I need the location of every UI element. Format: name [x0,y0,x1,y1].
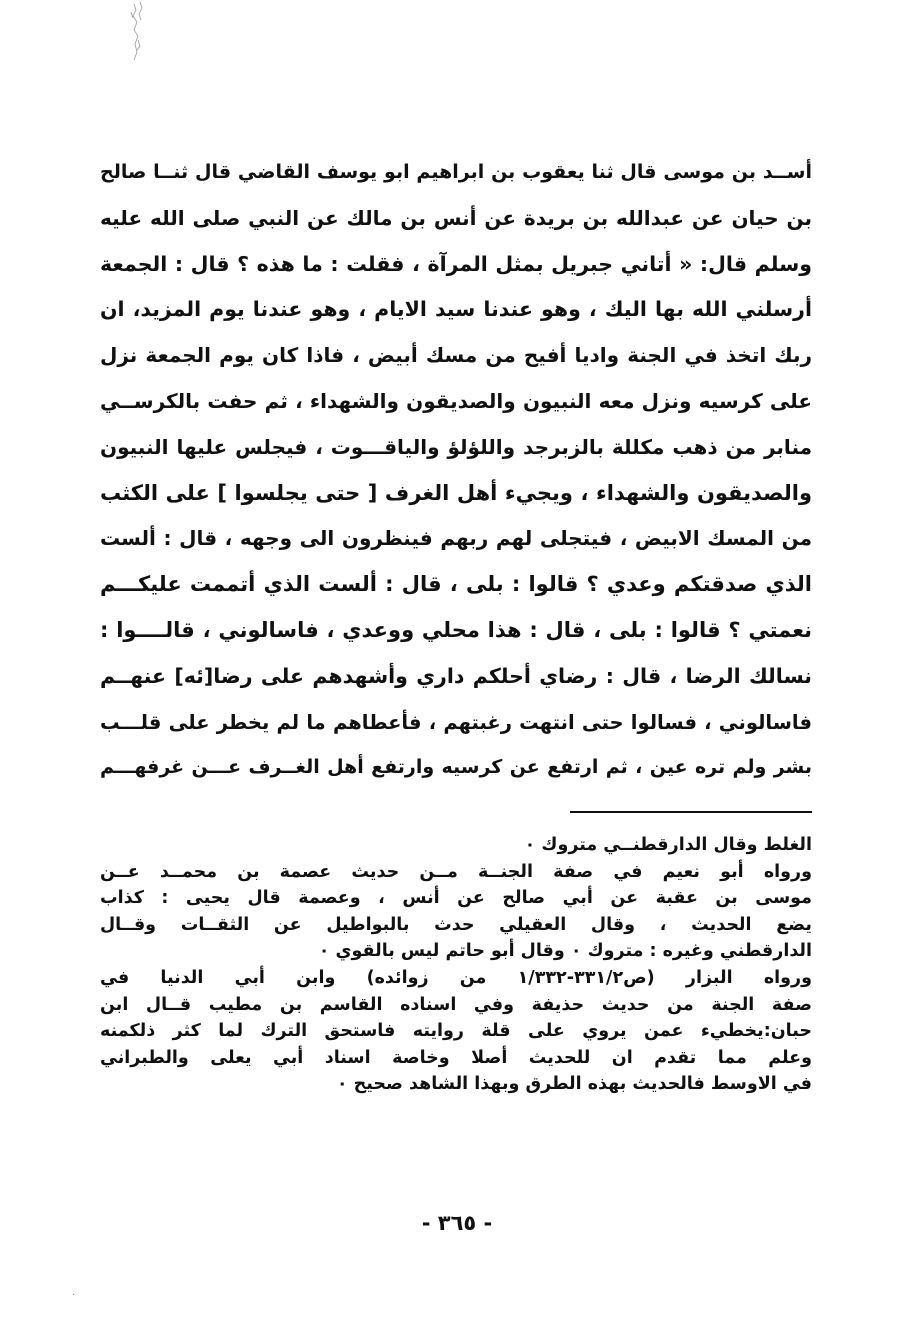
main-text-line: بشر ولم تره عين ، ثم ارتفع عن كرسيه وارتفع أهل الغــرف عـــن غرفهـــم [100,756,812,779]
main-text-block [100,150,812,791]
main-text-line: الذي صدقتكم وعدي ؟ قالوا : بلى ، قال : ألست الذي أتممت عليكـــم [100,572,812,597]
main-text-line: نسالك الرضا ، قال : رضاي أحلكم داري وأشهدهم على رضا[ئه] عنهــم [100,663,812,688]
footnote-line: الغلط وقال الدارقطنــي متروك ٠ [524,835,812,855]
footnote-line: ورواه البزار (ص٣٣١/٢-١/٣٣٢ من زوائده) وابن أبي الدنيا في [100,967,812,988]
main-text-line: والصديقون والشهداء ، ويجيء أهل الغرف [ حتى يجلسوا ] على الكثب [100,480,812,505]
footnote-separator [570,811,812,813]
scan-artifact-mark [122,0,162,72]
footnote-line: موسى بن عقبة عن أبي صالح عن أنس ، وعصمة قال يحيى : كذاب [100,888,812,909]
footnotes-block [100,832,812,1098]
footnote-line: وعلم مما تقدم ان للحديث أصلا وخاصة اسناد أبي يعلى والطبراني [100,1047,812,1068]
main-text-line: منابر من ذهب مكللة بالزبرجد واللؤلؤ والياقـــوت ، فيجلس عليها النبيون [100,434,812,459]
scan-speck: · [72,1290,76,1301]
page-number: - ٣٦٥ - [421,1211,493,1235]
footnote-line: صفة الجنة من حديث حذيفة وفي اسناده القاسم بن مطيب قــال ابن [100,994,812,1015]
main-text-line: أرسلني الله بها اليك ، وهو عندنا سيد الايام ، وهو عندنا يوم المزيد، ان [100,297,812,322]
footnote-line: يضع الحديث ، وقال العقيلي حدث بالبواطيل عن الثقــات وقــال [100,914,812,935]
footnote-line: ورواه أبو نعيم في صفة الجنــة مــن حديث عصمة بن محمــد عــن [100,861,812,882]
main-text-line: فاسالوني ، فسالوا حتى انتهت رغبتهم ، فأعطاهم ما لم يخطر على قلـــب [100,710,812,734]
main-text-line: بن حيان عن عبدالله بن بريدة عن أنس بن مالك عن النبي صلى الله عليه [100,205,812,230]
footnote-line: حبان:يخطيء عمن يروي على قلة روايته فاستحق الترك لما كثر ذلكمنه [100,1021,812,1042]
main-text-line: على كرسيه ونزل معه النبيون والصديقون والشهداء ، ثم حفت بالكرســي [100,388,812,413]
footnote-line: الدارقطني وغيره : متروك ٠ وقال أبو حاتم ليس بالقوي ٠ [318,941,812,962]
main-text-line: نعمتي ؟ قالوا : بلى ، قال : هذا محلي ووعدي ، فاسالوني ، قالــــوا : [100,617,812,642]
main-text-line: من المسك الابيض ، فيتجلى لهم ربهم فينظرون الى وجهه ، قال : ألست [100,526,812,551]
main-text-line: ربك اتخذ في الجنة واديا أفيح من مسك أبيض ، فاذا كان يوم الجمعة نزل [100,343,812,368]
main-text-line: وسلم قال: « أتاني جبريل بمثل المرآة ، فقلت : ما هذه ؟ قال : الجمعة [100,251,812,276]
footnote-line: في الاوسط فالحديث بهذه الطرق وبهذا الشاهد صحيح ٠ [336,1074,812,1095]
main-text-line: أســد بن موسى قال ثنا يعقوب بن ابراهيم ابو يوسف القاضي قال ثنــا صالح [100,161,812,183]
